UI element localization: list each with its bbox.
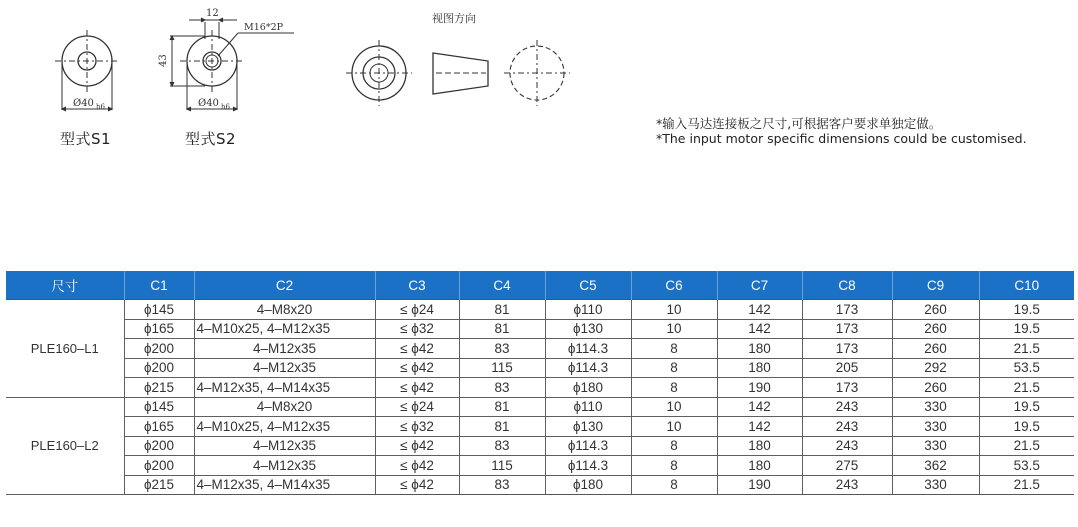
- header-c5: C5: [545, 271, 631, 300]
- dia-s1-text: Ø40: [73, 98, 94, 109]
- cell-c4: 115: [459, 456, 545, 476]
- cell-c8: 173: [802, 319, 892, 339]
- cell-c9: 260: [892, 339, 979, 359]
- cell-c6: 10: [631, 319, 717, 339]
- cell-c6: 8: [631, 456, 717, 476]
- cell-c6: 10: [631, 417, 717, 437]
- cell-c6: 8: [631, 378, 717, 398]
- table-row: [6, 397, 1074, 417]
- cell-c3: ≤ ϕ24: [375, 300, 459, 320]
- cell-c2: 4–M10x25, 4–M12x35: [194, 319, 375, 339]
- cell-c7: 142: [717, 300, 802, 320]
- cell-c2: 4–M12x35: [194, 358, 375, 378]
- table-row: [6, 475, 1074, 495]
- cell-c7: 190: [717, 378, 802, 398]
- cell-c4: 83: [459, 378, 545, 398]
- type-s1-label: 型式S1: [60, 130, 112, 148]
- cell-c9: 362: [892, 456, 979, 476]
- model-cell: PLE160–L1: [6, 300, 124, 398]
- cell-c5: ϕ114.3: [545, 456, 631, 476]
- type-s2-label: 型式S2: [185, 130, 237, 148]
- cell-c2: 4–M12x35, 4–M14x35: [194, 378, 375, 398]
- cell-c5: ϕ110: [545, 397, 631, 417]
- cell-c8: 205: [802, 358, 892, 378]
- dim-43-text: 43: [158, 54, 169, 67]
- table-row: [6, 358, 1074, 378]
- cell-c9: 292: [892, 358, 979, 378]
- cell-c9: 330: [892, 397, 979, 417]
- cell-c7: 180: [717, 339, 802, 359]
- cell-c8: 173: [802, 300, 892, 320]
- cell-c5: ϕ180: [545, 378, 631, 398]
- table-row: [6, 456, 1074, 476]
- cell-c1: ϕ200: [124, 339, 194, 359]
- cell-c8: 243: [802, 417, 892, 437]
- note-english: *The input motor specific dimensions could be customised.: [656, 131, 1027, 146]
- cell-c1: ϕ145: [124, 397, 194, 417]
- cell-c10: 19.5: [979, 319, 1074, 339]
- cell-c7: 180: [717, 358, 802, 378]
- cell-c9: 330: [892, 475, 979, 495]
- table-header-row: [6, 271, 1074, 300]
- technical-drawings: [0, 0, 700, 160]
- cell-c8: 173: [802, 339, 892, 359]
- cell-c5: ϕ180: [545, 475, 631, 495]
- cell-c10: 21.5: [979, 436, 1074, 456]
- model-cell: PLE160–L2: [6, 397, 124, 495]
- cell-c1: ϕ165: [124, 417, 194, 437]
- cell-c4: 81: [459, 319, 545, 339]
- cell-c9: 260: [892, 319, 979, 339]
- cell-c7: 142: [717, 397, 802, 417]
- cell-c3: ≤ ϕ42: [375, 339, 459, 359]
- table-row: [6, 339, 1074, 359]
- header-c8: C8: [802, 271, 892, 300]
- table-row: [6, 300, 1074, 320]
- cell-c9: 260: [892, 300, 979, 320]
- cell-c10: 19.5: [979, 417, 1074, 437]
- cell-c4: 81: [459, 397, 545, 417]
- cell-c4: 81: [459, 300, 545, 320]
- cell-c3: ≤ ϕ42: [375, 436, 459, 456]
- cell-c5: ϕ114.3: [545, 358, 631, 378]
- table-row: [6, 436, 1074, 456]
- cell-c4: 83: [459, 339, 545, 359]
- cell-c3: ≤ ϕ32: [375, 319, 459, 339]
- cell-c3: ≤ ϕ42: [375, 378, 459, 398]
- cell-c1: ϕ215: [124, 475, 194, 495]
- cell-c2: 4–M12x35: [194, 339, 375, 359]
- header-c6: C6: [631, 271, 717, 300]
- header-c1: C1: [124, 271, 194, 300]
- cell-c10: 21.5: [979, 339, 1074, 359]
- table-row: [6, 417, 1074, 437]
- dia-s2-text: Ø40: [198, 98, 219, 109]
- dimension-table: [6, 271, 1074, 495]
- cell-c6: 8: [631, 475, 717, 495]
- note-chinese: *输入马达连接板之尺寸,可根据客户要求单独定做。: [656, 116, 942, 131]
- cell-c10: 53.5: [979, 456, 1074, 476]
- cell-c7: 180: [717, 456, 802, 476]
- cell-c2: 4–M8x20: [194, 300, 375, 320]
- header-c10: C10: [979, 271, 1074, 300]
- cell-c5: ϕ110: [545, 300, 631, 320]
- cell-c10: 21.5: [979, 378, 1074, 398]
- cell-c1: ϕ165: [124, 319, 194, 339]
- cell-c2: 4–M12x35, 4–M14x35: [194, 475, 375, 495]
- customization-notes: [656, 116, 1027, 146]
- cell-c6: 10: [631, 397, 717, 417]
- cell-c2: 4–M12x35: [194, 456, 375, 476]
- cell-c1: ϕ215: [124, 378, 194, 398]
- cell-c1: ϕ200: [124, 456, 194, 476]
- cell-c3: ≤ ϕ24: [375, 397, 459, 417]
- cell-c3: ≤ ϕ42: [375, 358, 459, 378]
- cell-c1: ϕ145: [124, 300, 194, 320]
- cell-c5: ϕ130: [545, 417, 631, 437]
- cell-c10: 19.5: [979, 397, 1074, 417]
- cell-c5: ϕ130: [545, 319, 631, 339]
- table-body: [6, 300, 1074, 495]
- header-size: 尺寸: [6, 271, 124, 300]
- cell-c5: ϕ114.3: [545, 339, 631, 359]
- cell-c3: ≤ ϕ42: [375, 456, 459, 476]
- table-row: [6, 319, 1074, 339]
- cell-c7: 142: [717, 319, 802, 339]
- cell-c9: 330: [892, 417, 979, 437]
- header-c3: C3: [375, 271, 459, 300]
- cell-c10: 19.5: [979, 300, 1074, 320]
- cell-c8: 243: [802, 436, 892, 456]
- cell-c8: 173: [802, 378, 892, 398]
- cell-c7: 180: [717, 436, 802, 456]
- cell-c2: 4–M10x25, 4–M12x35: [194, 417, 375, 437]
- header-c7: C7: [717, 271, 802, 300]
- cell-c3: ≤ ϕ32: [375, 417, 459, 437]
- table-row: [6, 378, 1074, 398]
- cell-c9: 330: [892, 436, 979, 456]
- cell-c9: 260: [892, 378, 979, 398]
- cell-c6: 10: [631, 300, 717, 320]
- header-c2: C2: [194, 271, 375, 300]
- header-c4: C4: [459, 271, 545, 300]
- cell-c6: 8: [631, 436, 717, 456]
- cell-c2: 4–M8x20: [194, 397, 375, 417]
- cell-c10: 53.5: [979, 358, 1074, 378]
- cell-c4: 115: [459, 358, 545, 378]
- view-direction-drawing: [346, 40, 570, 106]
- cell-c4: 83: [459, 475, 545, 495]
- cell-c5: ϕ114.3: [545, 436, 631, 456]
- cell-c1: ϕ200: [124, 436, 194, 456]
- cell-c6: 8: [631, 358, 717, 378]
- thread-spec-text: M16*2P: [244, 22, 284, 33]
- cell-c2: 4–M12x35: [194, 436, 375, 456]
- cell-c4: 81: [459, 417, 545, 437]
- cell-c8: 275: [802, 456, 892, 476]
- cell-c10: 21.5: [979, 475, 1074, 495]
- tol-s2-text: h6: [221, 103, 230, 111]
- cell-c7: 142: [717, 417, 802, 437]
- cell-c8: 243: [802, 475, 892, 495]
- cell-c1: ϕ200: [124, 358, 194, 378]
- cell-c6: 8: [631, 339, 717, 359]
- header-c9: C9: [892, 271, 979, 300]
- dim-12-text: 12: [206, 8, 219, 19]
- cell-c3: ≤ ϕ42: [375, 475, 459, 495]
- view-direction-label: 视图方向: [432, 12, 476, 25]
- tol-s1-text: h6: [96, 103, 105, 111]
- cell-c7: 190: [717, 475, 802, 495]
- cell-c8: 243: [802, 397, 892, 417]
- cell-c4: 83: [459, 436, 545, 456]
